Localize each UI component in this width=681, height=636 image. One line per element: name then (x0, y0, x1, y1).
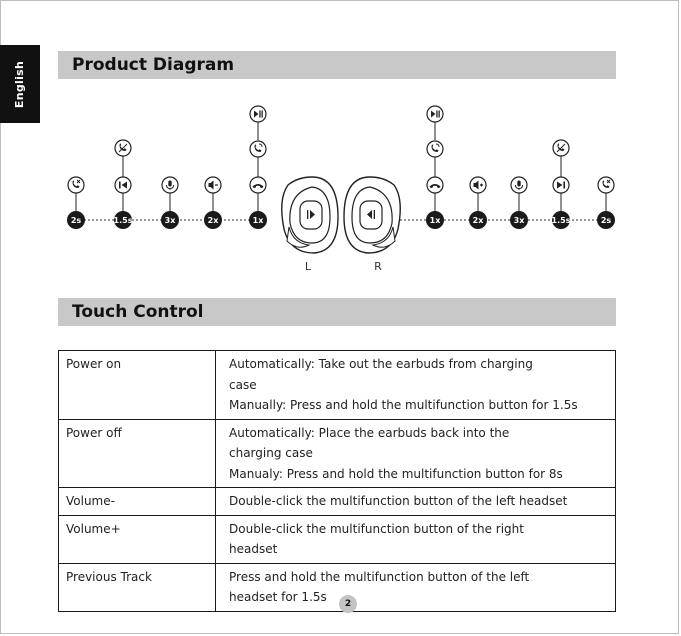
left-label: L (304, 260, 312, 273)
description-line: Double-click the multifunction button of the left headset (229, 494, 568, 508)
right-tap-2x (469, 211, 487, 229)
description-line: case (229, 377, 257, 392)
play-pause-icon (427, 106, 443, 140)
svg-text:1x: 1x (429, 216, 441, 225)
phone-reject-icon (68, 177, 84, 211)
table-row (59, 515, 616, 563)
volume-down-icon (205, 177, 221, 211)
svg-text:3x: 3x (164, 216, 176, 225)
description-line: Automatically: Take out the earbuds from charging (229, 357, 533, 371)
description-line: Manualy: Press and hold the multifunction button for 8s (229, 466, 563, 481)
play-pause-icon (250, 106, 266, 140)
description-cell (216, 351, 616, 420)
table-row (59, 563, 616, 611)
svg-text:2x: 2x (207, 216, 219, 225)
reject-call-icon (553, 140, 569, 177)
description-line: charging case (229, 446, 313, 460)
volume-up-icon (470, 177, 486, 211)
hang-up-icon (250, 177, 266, 211)
description-cell (216, 563, 616, 611)
description-line: Automatically: Place the earbuds back into the (229, 425, 510, 440)
touch-control-table (58, 350, 616, 612)
description-line: Double-click the multifunction button of the right (229, 521, 524, 536)
reject-call-icon (115, 140, 131, 177)
left-tap-2x (204, 211, 222, 229)
answer-call-icon (250, 141, 266, 177)
function-cell: Power off (59, 419, 216, 488)
description-line: headset for 1.5s (229, 590, 327, 604)
right-tap-1-5s (552, 211, 571, 229)
svg-text:1x: 1x (252, 216, 264, 225)
right-tap-2s (597, 211, 615, 229)
description-line: Manually: Press and hold the multifunction button for 1.5s (229, 398, 578, 412)
left-tap-1x (249, 211, 267, 229)
phone-reject-icon (598, 177, 614, 211)
voice-assistant-icon (511, 177, 527, 211)
left-tap-2s (67, 211, 85, 229)
description-line: headset (229, 542, 278, 556)
hang-up-icon (427, 177, 443, 211)
svg-text:2s: 2s (600, 216, 612, 225)
answer-call-icon (427, 141, 443, 177)
function-cell: Power on (59, 351, 216, 420)
right-tap-1x (426, 211, 444, 229)
description-line: Press and hold the multifunction button of the left (229, 569, 530, 584)
function-cell: Volume+ (59, 515, 216, 563)
product-diagram (0, 95, 681, 290)
previous-track-icon (115, 177, 131, 211)
svg-text:2s: 2s (70, 216, 82, 225)
right-earbud (344, 177, 400, 253)
svg-text:3x: 3x (513, 216, 525, 225)
left-tap-3x (161, 211, 179, 229)
touch-control-header: Touch Control (58, 298, 616, 326)
right-tap-3x (510, 211, 528, 229)
svg-text:1.5s: 1.5s (113, 216, 133, 225)
language-label: English (13, 60, 27, 108)
voice-assistant-icon (162, 177, 178, 211)
left-earbud (282, 177, 338, 253)
table-row (59, 351, 616, 420)
description-cell (216, 515, 616, 563)
svg-text:1.5s: 1.5s (551, 216, 571, 225)
description-cell (216, 488, 616, 516)
table-row (59, 488, 616, 516)
next-track-icon (553, 177, 569, 211)
page-number: 2 (339, 595, 357, 613)
description-cell (216, 419, 616, 488)
function-cell: Volume- (59, 488, 216, 516)
right-label: R (374, 260, 382, 273)
table-row (59, 419, 616, 488)
svg-text:2x: 2x (472, 216, 484, 225)
left-tap-1-5s (114, 211, 133, 229)
function-cell: Previous Track (59, 563, 216, 611)
product-diagram-header: Product Diagram (58, 51, 616, 79)
